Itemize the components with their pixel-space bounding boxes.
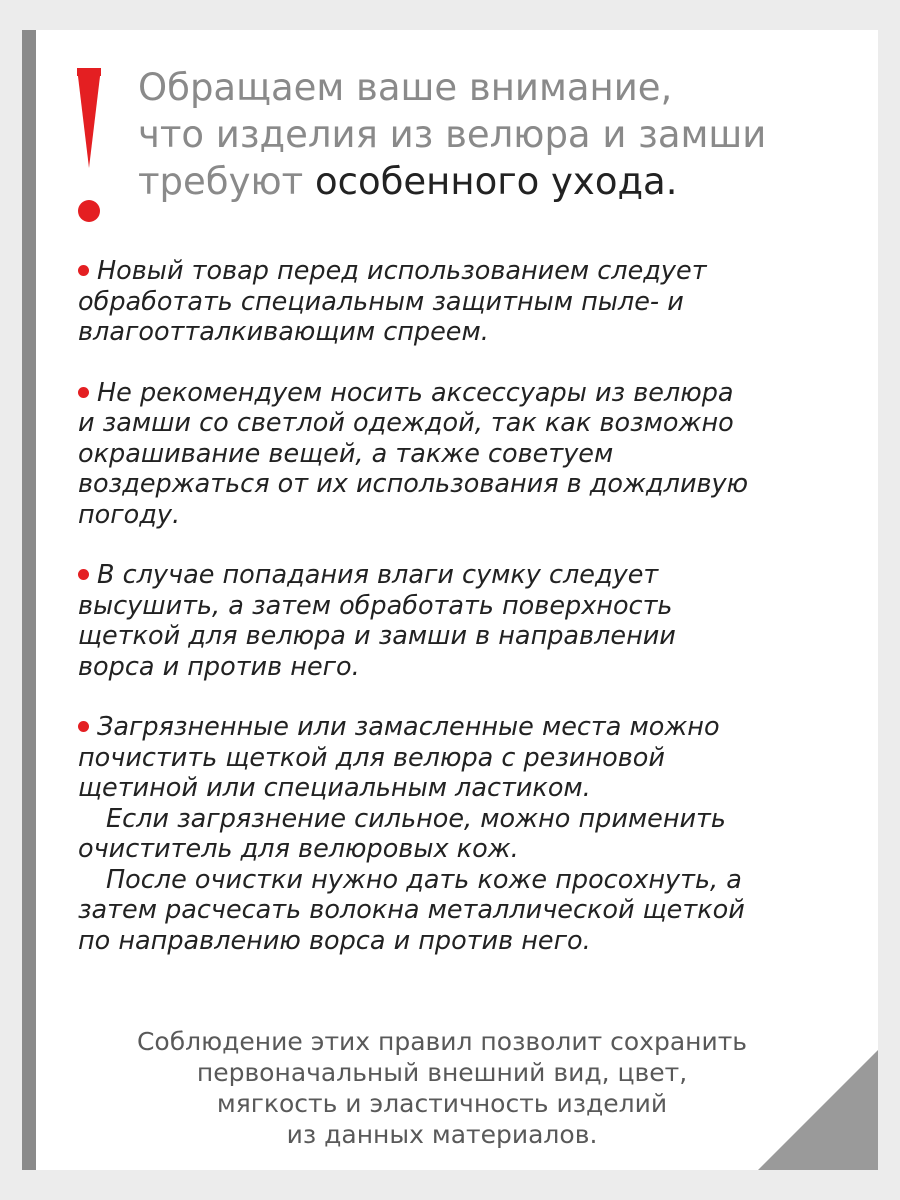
red-bullet-icon [78,569,89,580]
tip-line: щетиной или специальным ластиком. [78,773,591,803]
tip-line: обработать специальным защитным пыле- и [78,286,684,317]
red-bullet-icon [78,721,89,732]
tip-line [78,256,838,287]
red-bullet-icon [78,265,89,276]
tip-text: В случае попадания влаги сумку следует [97,560,659,590]
tip-line [78,560,838,591]
tip-line: ворса и против него. [78,651,360,682]
headline-line-3-light: требуют [138,160,315,203]
exclamation-icon [74,68,104,198]
closing-line: из данных материалов. [286,1120,598,1149]
tip-line: очиститель для велюровых кож. [78,834,519,864]
headline [138,64,858,205]
tip-line: Если загрязнение сильное, можно применить [106,803,726,834]
info-card [22,30,878,1170]
care-tip [78,256,838,348]
care-tip [78,560,838,682]
tip-line: окрашивание вещей, а также советуем [78,438,614,469]
tip-line: воздержаться от их использования в дождливую [78,469,749,499]
tip-line: почистить щеткой для велюра с резиновой [78,742,665,773]
tip-text: Загрязненные или замасленные места можно [97,712,720,742]
tip-line: по направлению ворса и против него. [78,925,591,956]
closing-line: Соблюдение этих правил позволит сохранить [136,1027,748,1056]
tip-text: Новый товар перед использованием следует [97,256,707,286]
tip-line: щеткой для велюра и замши в направлении [78,621,676,651]
headline-line-1: Обращаем ваше внимание, [138,66,673,109]
headline-emphasis: особенного ухода. [314,160,678,203]
care-tip [78,712,838,956]
tip-text: Не рекомендуем носить аксессуары из велюра [97,377,734,408]
tip-line [78,712,838,743]
tip-line: влагоотталкивающим спреем. [78,317,489,347]
tip-line: затем расчесать волокна металлической щеткой [78,895,745,925]
left-accent-bar [22,30,36,1170]
care-tips-list [78,256,838,986]
headline-line-3 [138,158,858,205]
tip-line: погоду. [78,499,181,530]
headline-line-2: что изделия из велюра и замши [138,113,767,156]
tip-line: и замши со светлой одеждой, так как возможно [78,408,734,438]
red-bullet-icon [78,387,89,398]
tip-line: После очистки нужно дать коже просохнуть, а [106,864,742,895]
tip-line [78,378,838,409]
tip-line: высушить, а затем обработать поверхность [78,590,673,621]
closing-note [82,1026,802,1150]
closing-line: мягкость и эластичность изделий [216,1089,668,1118]
care-tip [78,378,838,531]
closing-line: первоначальный внешний вид, цвет, [196,1058,688,1087]
